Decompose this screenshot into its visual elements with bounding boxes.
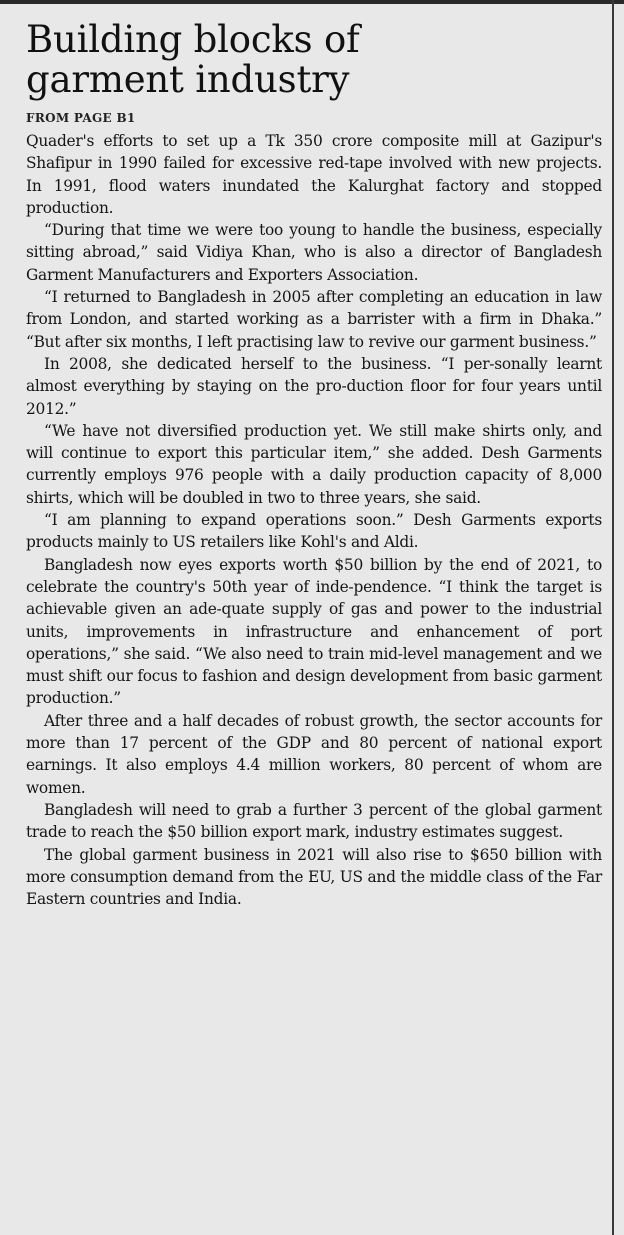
top-rule	[0, 0, 624, 4]
column-rule	[612, 0, 614, 1235]
paragraph: “I am planning to expand operations soon.” Desh Garments exports products mainly to US retailers like Kohl's and Aldi.	[26, 511, 602, 552]
article	[26, 20, 602, 910]
headline: Building blocks of garment industry	[26, 18, 360, 101]
paragraph: After three and a half decades of robust growth, the sector accounts for more than 17 percent of the GDP and 80 percent of national export earnings. It also employs 4.4 million workers, 80 percent of whom are women.	[26, 711, 602, 797]
paragraph: The global garment business in 2021 will also rise to $650 billion with more consumption demand from the EU, US and the middle class of the Far Eastern countries and India.	[26, 845, 602, 909]
paragraph: Bangladesh will need to grab a further 3 percent of the global garment trade to reach the $50 billion export mark, industry estimates suggest.	[26, 800, 602, 842]
article-body	[26, 130, 602, 910]
paragraph: Quader's efforts to set up a Tk 350 crore composite mill at Gazipur's Shafipur in 1990 failed for excessive red-tape involved with new projects. In 1991, flood waters inundated the Kalurghat factory and stopped production.	[26, 132, 602, 217]
paragraph: In 2008, she dedicated herself to the business. “I per-sonally learnt almost everything by staying on the pro-duction floor for four years until 2012.”	[26, 354, 602, 418]
paragraph: “During that time we were too young to handle the business, especially sitting abroad,” said Vidiya Khan, who is also a director of Bangladesh Garment Manufacturers and Exporters Association.	[26, 221, 602, 284]
paragraph: Bangladesh now eyes exports worth $50 billion by the end of 2021, to celebrate the country's 50th year of inde-pendence. “I think the target is achievable given an ade-quate supply of gas and power to the industrial units, improvements in infrastructure and enhancement of port operations,” she said. “We also need to train mid-level management and we must shift our focus to fashion and design development from basic garment production.”	[26, 555, 602, 708]
paragraph: “I returned to Bangladesh in 2005 after completing an education in law from London, and started working as a barrister with a firm in Dhaka.” “But after six months, I left practising law to revive our garment business.”	[26, 288, 602, 351]
paragraph: “We have not diversified production yet. We still make shirts only, and will continue to export this particular item,” she added. Desh Garments currently employs 976 people with a daily production capacity of 8,000 shirts, which will be doubled in two to three years, she said.	[26, 421, 602, 507]
jump-line: FROM PAGE B1	[26, 111, 136, 125]
